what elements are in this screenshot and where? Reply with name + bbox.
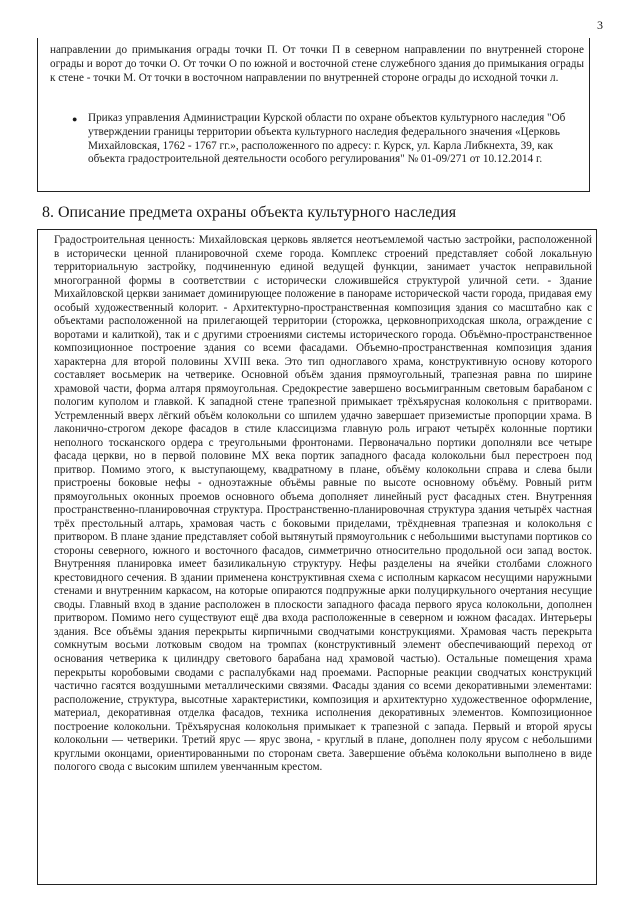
section-title: 8. Описание предмета охраны объекта культурного наследия	[42, 204, 457, 221]
bullet-icon: ●	[72, 114, 78, 124]
boundary-description-text: направлении до примыкания ограды точки П. От точки П в северном направлении по внутренней стороне ограды и ворот до точки О. От точки О по южной и восточной стене служебного здания до примыкания ограды к стене - точки М. От точки в восточном направлении по внутренней стороне ограды до исходной точки л.	[50, 44, 584, 84]
order-list-item	[72, 112, 582, 167]
protection-description-text: Градостроительная ценность: Михайловская церковь является неотъемлемой частью застройки, расположенной в исторически ценной планировочной схеме города. Комплекс строений представляет собой локальную территориальную застройку, подчиненную единой ведущей функции, занимает участок неправильной многогранной формы в соответствии с исторически сложившейся структурой уличной сети. - Здание Михайловской церкви занимает доминирующее положение в панораме исторической части города, придавая ему особый художественный колорит. - Архитектурно-пространственная композиция здания со масштабно как с объектами расположенной на прилегающей территории (сторожка, церковноприходская школа, ограждение с воротами и калиткой), так и с другими строениями системы исторического города. Объёмно-пространственное композиционное построение здания со всеми фасадами. Объемно-пространственная композиция здания характерна для второй половины XVIII века. Это тип одноглавого храма, конструктивную основу которого составляет восьмерик на четверике. Основной объём здания прямоугольный, трапезная равна по ширине храмовой части, форма алтаря прямоугольная. Средокрестие завершено восьмигранным световым барабаном с пологим куполом и главкой. К западной стене трапезной примыкает трёхъярусная колокольня с притворами. Устремленный вверх лёгкий объём колокольни со шпилем удачно завершает приземистые пропорции храма. В лаконично-строгом декоре фасадов в стиле классицизма главную роль играют четырёх колонные портики неполного тосканского ордера с треугольными фронтонами. Первоначально портики дополняли все четыре фасада церкви, но в первой половине МХ века портик западного фасада колокольни был перестроен под притвор. Помимо этого, к выступающему, квадратному в плане, объёму колокольни справа и слева были пристроены боковые нефы - одноэтажные объёмы равные по высоте основному объёму. Ровный ритм прямоугольных оконных проемов основного объема дополняет линейный руст фасадных стен. Внутренняя пространственно-планировочная структура. Пространственно-планировочная структура здания четырёх частная трёх престольный алтарь, храмовая часть с боковыми приделами, трёхдневная трапезная и колокольня с притвором. В плане здание представляет собой вытянутый прямоугольник с небольшими выступами портиков со стороны северного, южного и восточного фасадов, симметрично относительно продольной оси запад восток. Внутренняя планировка имеет базиликальную структуру. Нефы разделены на ячейки столбами сложного крестовидного сечения. В здании применена конструктивная схема с исполным каркасом несущими наружными стенами и внутренним каркасом, на которые опираются подпружные арки полуциркульного очертания несущие своды. Главный вход в здание расположен в плоскости западного фасада первого яруса колокольни, дополнен притвором. Помимо него существуют ещё два входа расположенные в северном и южном фасадах. Интерьеры здания. Все объёмы здания перекрыты кирпичными сводчатыми конструкциями. Храмовая часть перекрыта сомкнутым восьми лотковым сводом на тромпах (конструктивный элемент обеспечивающий переход от основания четверика к цилиндру светового барабана над храмовой частью). Остальные помещения храма перекрыты коробовыми сводами с распалубками над проемами. Распорные реакции сводчатых конструкций частично гасятся воздушными металлическими связями. Фасады здания со всеми декоративными элементами: расположение, структура, высотные характеристики, композиция и архитектурно художественное оформление, материал, декоративная отделка фасадов, техника исполнения декоративных элементов. Композиционное построение колокольни. Трёхъярусная колокольня примыкает к трапезной с запада. Первый и второй ярусы колокольни — четверики. Третий ярус — ярус звона, - круглый в плане, дополнен полу ярусом с небольшими круглыми оконцами, ориентированными по сторонам света. Завершение объёма колокольни выполнено в виде пологого свода с высоким шпилем увенчанным крестом.	[54, 234, 592, 774]
order-text: Приказ управления Администрации Курской области по охране объектов культурного наследия "Об утверждении границы территории объекта культурного наследия федерального значения «Церковь Михайловская, 1762 - 1767 гг.», расположенного по адресу: г. Курск, ул. Карла Либкнехта, 39, как объекта градостроительной деятельности особого регулирования" № 01-09/271 от 10.12.2014 г.	[88, 112, 566, 166]
page-number: 3	[597, 18, 603, 32]
